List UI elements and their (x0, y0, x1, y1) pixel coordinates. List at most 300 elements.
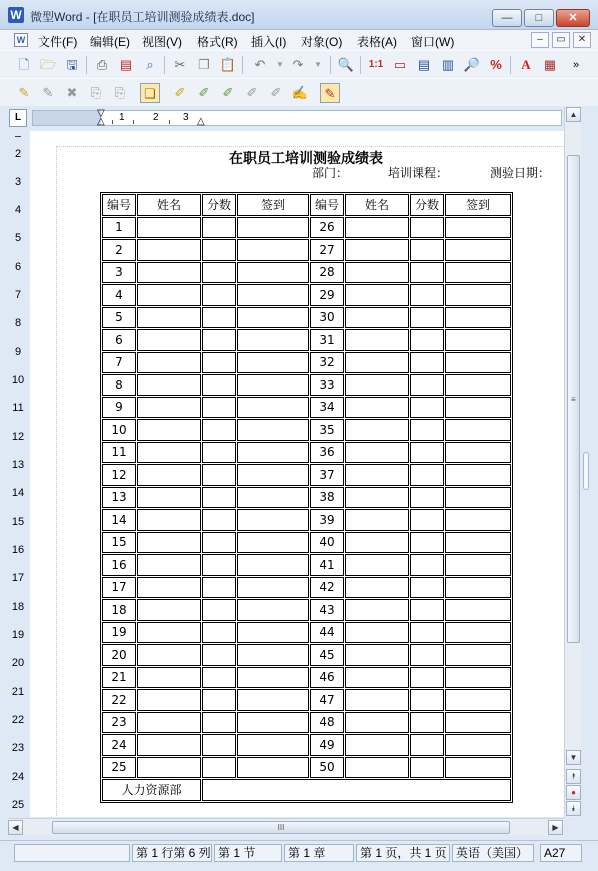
empty-cell[interactable] (202, 757, 236, 779)
empty-cell[interactable] (410, 532, 444, 554)
empty-cell[interactable] (202, 599, 236, 621)
empty-cell[interactable] (445, 329, 511, 351)
empty-cell[interactable] (445, 217, 511, 239)
empty-cell[interactable] (445, 239, 511, 261)
vruler-number: 19 (11, 629, 25, 641)
empty-cell[interactable] (202, 577, 236, 599)
page-icon[interactable]: ▤ (417, 57, 431, 72)
empty-cell[interactable] (410, 644, 444, 666)
empty-cell[interactable] (137, 644, 201, 666)
empty-cell[interactable] (202, 307, 236, 329)
empty-cell[interactable] (137, 712, 201, 734)
empty-cell[interactable] (410, 329, 444, 351)
empty-cell[interactable] (137, 757, 201, 779)
track-icon[interactable]: ✎ (320, 83, 340, 103)
empty-cell[interactable] (345, 509, 409, 531)
empty-cell[interactable] (410, 622, 444, 644)
comment-icon[interactable]: ✍ (291, 85, 309, 100)
empty-cell[interactable] (445, 532, 511, 554)
id-cell[interactable]: 12 (102, 464, 136, 486)
table-header-cell[interactable]: 签到 (237, 194, 309, 216)
empty-cell[interactable] (137, 352, 201, 374)
object-icon[interactable]: ▦ (543, 57, 557, 72)
empty-cell[interactable] (445, 689, 511, 711)
empty-cell[interactable] (410, 442, 444, 464)
menu-object[interactable]: 对象(O) (301, 35, 343, 49)
empty-cell[interactable] (345, 622, 409, 644)
id-cell[interactable]: 42 (310, 577, 344, 599)
id-cell[interactable]: 31 (310, 329, 344, 351)
id-cell[interactable]: 15 (102, 532, 136, 554)
empty-cell[interactable] (237, 442, 309, 464)
empty-cell[interactable] (237, 307, 309, 329)
empty-cell[interactable] (410, 509, 444, 531)
empty-cell[interactable] (345, 599, 409, 621)
empty-cell[interactable] (445, 622, 511, 644)
empty-cell[interactable] (345, 284, 409, 306)
empty-cell[interactable] (202, 554, 236, 576)
footer-cell[interactable]: 人力资源部 (102, 779, 201, 801)
id-cell[interactable]: 36 (310, 442, 344, 464)
horizontal-scroll-thumb[interactable]: III (52, 821, 510, 834)
empty-cell[interactable] (445, 509, 511, 531)
empty-cell[interactable] (345, 307, 409, 329)
empty-cell[interactable] (237, 217, 309, 239)
empty-cell[interactable] (202, 532, 236, 554)
scroll-down-button[interactable]: ▼ (566, 750, 581, 765)
empty-cell[interactable] (137, 217, 201, 239)
empty-cell[interactable] (410, 217, 444, 239)
id-cell[interactable]: 45 (310, 644, 344, 666)
empty-cell[interactable] (137, 577, 201, 599)
id-cell[interactable]: 11 (102, 442, 136, 464)
empty-cell[interactable] (410, 487, 444, 509)
empty-cell[interactable] (410, 374, 444, 396)
empty-cell[interactable] (202, 689, 236, 711)
toolbar-overflow-icon[interactable]: » (572, 59, 580, 71)
id-cell[interactable]: 6 (102, 329, 136, 351)
empty-cell[interactable] (237, 464, 309, 486)
course-label[interactable]: 培训课程： (388, 166, 449, 180)
empty-cell[interactable] (137, 307, 201, 329)
menu-format[interactable]: 格式(R) (197, 35, 238, 49)
empty-cell[interactable] (202, 712, 236, 734)
empty-cell[interactable] (202, 644, 236, 666)
menu-table[interactable]: 表格(A) (357, 35, 397, 49)
empty-cell[interactable] (237, 622, 309, 644)
empty-cell[interactable] (237, 352, 309, 374)
hanging-indent-marker[interactable]: △ (97, 116, 105, 127)
scroll-left-button[interactable]: ◀ (8, 820, 23, 835)
empty-cell[interactable] (410, 262, 444, 284)
empty-cell[interactable] (137, 622, 201, 644)
empty-cell[interactable] (410, 734, 444, 756)
minimize-button[interactable]: — (492, 9, 522, 27)
empty-cell[interactable] (345, 734, 409, 756)
empty-cell[interactable] (237, 397, 309, 419)
browse-object-button[interactable]: ● (566, 785, 581, 800)
empty-cell[interactable] (345, 712, 409, 734)
id-cell[interactable]: 3 (102, 262, 136, 284)
tab-stop-selector[interactable]: L (9, 109, 27, 127)
status-chapter: 第 1 章 (284, 844, 354, 862)
empty-cell[interactable] (345, 757, 409, 779)
vertical-scroll-thumb[interactable] (567, 155, 580, 643)
table-footer-row (102, 779, 511, 801)
id-cell[interactable]: 26 (310, 217, 344, 239)
cut-icon[interactable]: ✂ (174, 57, 186, 72)
menu-edit[interactable]: 编辑(E) (90, 35, 130, 49)
empty-cell[interactable] (137, 442, 201, 464)
empty-cell[interactable] (445, 284, 511, 306)
close-button[interactable]: ✕ (556, 9, 590, 27)
note-2-icon[interactable]: ⎘ (114, 85, 126, 100)
document-menu-icon[interactable]: W (14, 33, 28, 47)
empty-cell[interactable] (410, 689, 444, 711)
empty-cell[interactable] (202, 374, 236, 396)
id-cell[interactable]: 17 (102, 577, 136, 599)
empty-cell[interactable] (237, 374, 309, 396)
empty-cell[interactable] (345, 419, 409, 441)
empty-cell[interactable] (410, 599, 444, 621)
id-cell[interactable]: 32 (310, 352, 344, 374)
empty-cell[interactable] (345, 217, 409, 239)
new-doc-icon[interactable]: 🗋 (18, 57, 30, 72)
empty-cell[interactable] (410, 284, 444, 306)
empty-cell[interactable] (237, 599, 309, 621)
id-cell[interactable]: 13 (102, 487, 136, 509)
empty-cell[interactable] (410, 554, 444, 576)
empty-cell[interactable] (237, 262, 309, 284)
empty-cell[interactable] (445, 487, 511, 509)
empty-cell[interactable] (237, 554, 309, 576)
id-cell[interactable]: 30 (310, 307, 344, 329)
font-color-icon[interactable]: A (521, 57, 531, 72)
empty-cell[interactable] (202, 352, 236, 374)
empty-cell[interactable] (345, 374, 409, 396)
empty-cell[interactable] (410, 239, 444, 261)
ruler-number: 3 (183, 112, 189, 123)
highlight-icon[interactable]: ✐ (174, 85, 186, 100)
empty-cell[interactable] (445, 667, 511, 689)
id-cell[interactable]: 14 (102, 509, 136, 531)
empty-cell[interactable] (445, 307, 511, 329)
score-table[interactable] (100, 192, 513, 803)
empty-cell[interactable] (237, 532, 309, 554)
split-handle[interactable] (583, 452, 589, 490)
empty-cell[interactable] (345, 329, 409, 351)
id-cell[interactable]: 24 (102, 734, 136, 756)
edit-mark-2-icon[interactable]: ✎ (42, 85, 54, 100)
empty-cell[interactable] (202, 487, 236, 509)
empty-cell[interactable] (410, 577, 444, 599)
id-cell[interactable]: 4 (102, 284, 136, 306)
empty-cell[interactable] (137, 464, 201, 486)
scroll-up-button[interactable]: ▲ (566, 107, 581, 122)
scroll-grip: ≡ (571, 395, 576, 404)
undo-dropdown-icon[interactable]: ▼ (276, 60, 284, 69)
empty-cell[interactable] (237, 644, 309, 666)
id-cell[interactable]: 28 (310, 262, 344, 284)
date-label[interactable]: 测验日期： (490, 166, 551, 180)
empty-cell[interactable] (410, 397, 444, 419)
id-cell[interactable]: 21 (102, 667, 136, 689)
empty-cell[interactable] (345, 689, 409, 711)
id-cell[interactable]: 19 (102, 622, 136, 644)
empty-cell[interactable] (237, 419, 309, 441)
id-cell[interactable]: 9 (102, 397, 136, 419)
empty-cell[interactable] (237, 509, 309, 531)
menu-view[interactable]: 视图(V) (142, 35, 182, 49)
document-canvas[interactable] (30, 131, 564, 817)
table-header-cell[interactable]: 分数 (202, 194, 236, 216)
empty-cell[interactable] (202, 442, 236, 464)
id-cell[interactable]: 5 (102, 307, 136, 329)
table-row (102, 262, 511, 284)
columns-icon[interactable]: ▥ (441, 57, 455, 72)
empty-cell[interactable] (137, 397, 201, 419)
undo-icon[interactable]: ↶ (254, 57, 266, 72)
redo-dropdown-icon[interactable]: ▼ (314, 60, 322, 69)
empty-cell[interactable] (445, 734, 511, 756)
id-cell[interactable]: 37 (310, 464, 344, 486)
empty-cell[interactable] (137, 329, 201, 351)
frame-icon[interactable]: ▭ (393, 57, 407, 72)
empty-cell[interactable] (445, 577, 511, 599)
empty-cell[interactable] (345, 644, 409, 666)
id-cell[interactable]: 1 (102, 217, 136, 239)
empty-cell[interactable] (202, 419, 236, 441)
open-folder-icon[interactable]: 🗁 (39, 57, 57, 72)
empty-cell[interactable] (410, 667, 444, 689)
empty-cell[interactable] (345, 442, 409, 464)
empty-cell[interactable] (345, 352, 409, 374)
empty-cell[interactable] (237, 577, 309, 599)
status-language: 英语（美国） (452, 844, 534, 862)
percent-icon[interactable]: % (490, 57, 502, 72)
copy-icon[interactable]: ❐ (198, 57, 210, 72)
empty-cell[interactable] (137, 667, 201, 689)
print-icon[interactable]: ⎙ (96, 57, 108, 72)
empty-cell[interactable] (137, 487, 201, 509)
next-page-button[interactable]: ⯯ (566, 801, 581, 816)
empty-cell[interactable] (137, 239, 201, 261)
table-row (102, 622, 511, 644)
review-icon[interactable]: ❏ (140, 83, 160, 103)
id-cell[interactable]: 47 (310, 689, 344, 711)
id-cell[interactable]: 34 (310, 397, 344, 419)
note-icon[interactable]: ⎘ (90, 85, 102, 100)
empty-cell[interactable] (445, 419, 511, 441)
document-title[interactable]: 在职员工培训测验成绩表 (229, 150, 383, 166)
empty-cell[interactable] (445, 712, 511, 734)
id-cell[interactable]: 27 (310, 239, 344, 261)
empty-cell[interactable] (137, 599, 201, 621)
status-row-col: 第 1 行第 6 列 (132, 844, 212, 862)
empty-cell[interactable] (137, 419, 201, 441)
right-indent-marker[interactable]: △ (197, 116, 205, 127)
empty-cell[interactable] (237, 757, 309, 779)
delete-mark-icon[interactable]: ✖ (66, 85, 78, 100)
menu-file[interactable]: 文件(F) (38, 35, 78, 49)
empty-cell[interactable] (410, 352, 444, 374)
horizontal-scrollbar[interactable] (8, 818, 564, 835)
empty-cell[interactable] (345, 667, 409, 689)
table-insert-icon[interactable]: 1:1 (368, 59, 384, 70)
empty-cell[interactable] (137, 262, 201, 284)
doc-close-button[interactable]: ✕ (573, 32, 591, 48)
vertical-scrollbar[interactable] (564, 107, 581, 817)
table-row (102, 352, 511, 374)
ruler-number: 1 (119, 112, 125, 123)
empty-cell[interactable] (410, 419, 444, 441)
empty-cell[interactable] (345, 554, 409, 576)
empty-cell[interactable] (237, 487, 309, 509)
id-cell[interactable]: 2 (102, 239, 136, 261)
print-preview-icon[interactable]: ⌕ (146, 57, 154, 72)
id-cell[interactable]: 35 (310, 419, 344, 441)
highlight-4-icon[interactable]: ✐ (246, 85, 258, 100)
id-cell[interactable]: 22 (102, 689, 136, 711)
empty-cell[interactable] (202, 622, 236, 644)
id-cell[interactable]: 29 (310, 284, 344, 306)
empty-cell[interactable] (237, 667, 309, 689)
empty-cell[interactable] (410, 757, 444, 779)
menu-window[interactable]: 窗口(W) (411, 35, 455, 49)
empty-cell[interactable] (202, 262, 236, 284)
id-cell[interactable]: 39 (310, 509, 344, 531)
empty-cell[interactable] (445, 644, 511, 666)
id-cell[interactable]: 38 (310, 487, 344, 509)
empty-cell[interactable] (345, 577, 409, 599)
previous-page-button[interactable]: ⯭ (566, 769, 581, 784)
id-cell[interactable]: 18 (102, 599, 136, 621)
empty-cell[interactable] (237, 689, 309, 711)
table-header-cell[interactable]: 签到 (445, 194, 511, 216)
id-cell[interactable]: 20 (102, 644, 136, 666)
empty-cell[interactable] (202, 667, 236, 689)
empty-cell[interactable] (445, 397, 511, 419)
highlight-5-icon[interactable]: ✐ (270, 85, 282, 100)
empty-cell[interactable] (137, 509, 201, 531)
id-cell[interactable]: 25 (102, 757, 136, 779)
empty-cell[interactable] (445, 599, 511, 621)
id-cell[interactable]: 41 (310, 554, 344, 576)
first-line-indent-marker[interactable]: ▽ (97, 108, 105, 119)
table-row (102, 689, 511, 711)
id-cell[interactable]: 10 (102, 419, 136, 441)
empty-cell[interactable] (237, 284, 309, 306)
vruler-number: 3 (14, 176, 22, 188)
empty-cell[interactable] (345, 262, 409, 284)
empty-cell[interactable] (237, 734, 309, 756)
id-cell[interactable]: 7 (102, 352, 136, 374)
empty-cell[interactable] (345, 397, 409, 419)
empty-cell[interactable] (345, 532, 409, 554)
empty-cell[interactable] (445, 374, 511, 396)
table-header-cell[interactable]: 编号 (102, 194, 136, 216)
doc-restore-button[interactable]: ▭ (552, 32, 570, 48)
id-cell[interactable]: 8 (102, 374, 136, 396)
empty-cell[interactable] (445, 352, 511, 374)
table-row (102, 374, 511, 396)
empty-cell[interactable] (137, 374, 201, 396)
empty-cell[interactable] (410, 464, 444, 486)
highlight-2-icon[interactable]: ✐ (198, 85, 210, 100)
empty-cell[interactable] (202, 239, 236, 261)
id-cell[interactable]: 16 (102, 554, 136, 576)
menu-insert[interactable]: 插入(I) (251, 35, 287, 49)
scroll-right-button[interactable]: ▶ (548, 820, 563, 835)
table-header-cell[interactable]: 姓名 (345, 194, 409, 216)
empty-cell[interactable] (202, 329, 236, 351)
empty-cell[interactable] (445, 464, 511, 486)
pdf-icon[interactable]: ▤ (119, 57, 133, 72)
empty-cell[interactable] (137, 532, 201, 554)
empty-cell[interactable] (202, 284, 236, 306)
paste-icon[interactable]: 📋 (219, 57, 237, 72)
empty-cell[interactable] (137, 689, 201, 711)
empty-cell[interactable] (410, 712, 444, 734)
empty-cell[interactable] (345, 464, 409, 486)
id-cell[interactable]: 33 (310, 374, 344, 396)
find-icon[interactable]: 🔍 (337, 57, 355, 72)
footer-empty-cell[interactable] (202, 779, 511, 801)
empty-cell[interactable] (202, 734, 236, 756)
id-cell[interactable]: 49 (310, 734, 344, 756)
save-icon[interactable]: 🖫 (66, 57, 78, 72)
empty-cell[interactable] (237, 239, 309, 261)
empty-cell[interactable] (445, 262, 511, 284)
id-cell[interactable]: 43 (310, 599, 344, 621)
id-cell[interactable]: 23 (102, 712, 136, 734)
empty-cell[interactable] (237, 329, 309, 351)
empty-cell[interactable] (445, 554, 511, 576)
empty-cell[interactable] (202, 509, 236, 531)
empty-cell[interactable] (137, 284, 201, 306)
id-cell[interactable]: 50 (310, 757, 344, 779)
empty-cell[interactable] (410, 307, 444, 329)
edit-mark-icon[interactable]: ✎ (18, 85, 30, 100)
id-cell[interactable]: 40 (310, 532, 344, 554)
empty-cell[interactable] (137, 554, 201, 576)
empty-cell[interactable] (202, 397, 236, 419)
empty-cell[interactable] (237, 712, 309, 734)
table-header-cell[interactable]: 分数 (410, 194, 444, 216)
app-icon: W (8, 7, 24, 23)
empty-cell[interactable] (345, 239, 409, 261)
horizontal-ruler[interactable] (32, 110, 562, 126)
table-header-cell[interactable]: 姓名 (137, 194, 201, 216)
redo-icon[interactable]: ↷ (292, 57, 304, 72)
id-cell[interactable]: 48 (310, 712, 344, 734)
maximize-button[interactable]: □ (524, 9, 554, 27)
empty-cell[interactable] (202, 464, 236, 486)
id-cell[interactable]: 46 (310, 667, 344, 689)
empty-cell[interactable] (445, 442, 511, 464)
department-label[interactable]: 部门： (312, 166, 349, 180)
empty-cell[interactable] (202, 217, 236, 239)
id-cell[interactable]: 44 (310, 622, 344, 644)
vruler-number: 12 (11, 431, 25, 443)
empty-cell[interactable] (137, 734, 201, 756)
highlight-3-icon[interactable]: ✐ (222, 85, 234, 100)
empty-cell[interactable] (445, 757, 511, 779)
empty-cell[interactable] (345, 487, 409, 509)
table-header-cell[interactable]: 编号 (310, 194, 344, 216)
doc-minimize-button[interactable]: – (531, 32, 549, 48)
zoom-icon[interactable]: 🔎 (463, 57, 481, 72)
